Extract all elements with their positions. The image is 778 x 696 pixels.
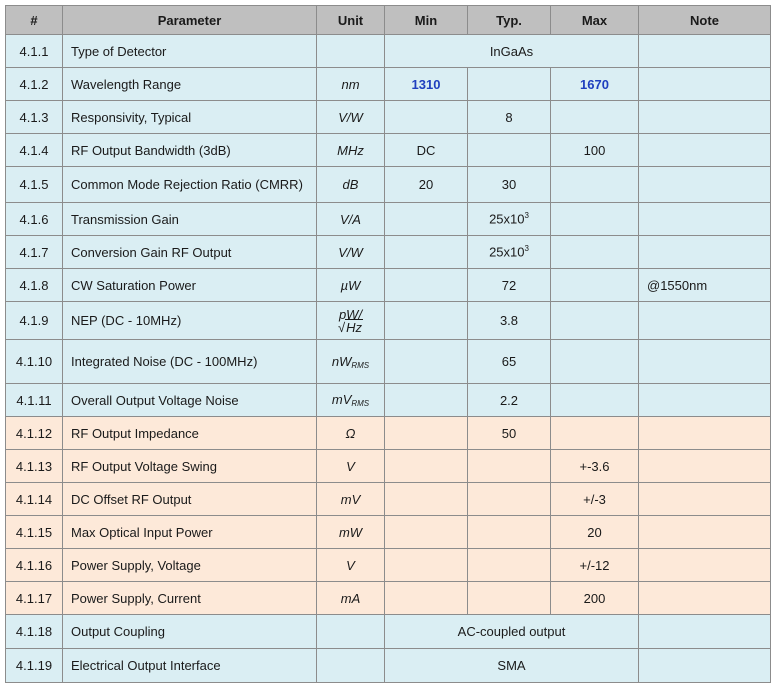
unit-pw-per-sqrt-hz xyxy=(338,308,363,334)
row-num: 4.1.5 xyxy=(6,167,63,203)
unit-pw: pW/ xyxy=(338,307,363,322)
row-param: Power Supply, Current xyxy=(63,582,317,615)
row-unit xyxy=(317,302,385,340)
spec-table xyxy=(5,5,771,683)
unit-nw: nW xyxy=(331,353,352,369)
row-unit: V/W xyxy=(317,236,385,269)
row-param: Electrical Output Interface xyxy=(63,649,317,683)
row-typ: 72 xyxy=(468,269,551,302)
row-param: Wavelength Range xyxy=(63,68,317,101)
row-max: 20 xyxy=(551,516,639,549)
row-num: 4.1.12 xyxy=(6,417,63,450)
row-span-value: SMA xyxy=(385,649,639,683)
row-max xyxy=(551,302,639,340)
row-note xyxy=(639,384,771,417)
table-row xyxy=(6,516,771,549)
row-unit xyxy=(317,340,385,384)
row-min xyxy=(385,101,468,134)
row-unit: mW xyxy=(317,516,385,549)
row-num: 4.1.15 xyxy=(6,516,63,549)
row-typ-exponent: 3 xyxy=(524,244,529,254)
row-max xyxy=(551,269,639,302)
row-max: 1670 xyxy=(551,68,639,101)
row-note xyxy=(639,134,771,167)
header-unit: Unit xyxy=(317,6,385,35)
row-num: 4.1.3 xyxy=(6,101,63,134)
row-note xyxy=(639,236,771,269)
header-row xyxy=(6,6,771,35)
row-typ-exponent: 3 xyxy=(524,211,529,221)
row-num: 4.1.1 xyxy=(6,35,63,68)
row-typ xyxy=(468,68,551,101)
row-min xyxy=(385,269,468,302)
sqrt-hz xyxy=(338,321,363,334)
row-typ-mantissa: 25x10 xyxy=(489,244,525,260)
row-max: 100 xyxy=(551,134,639,167)
row-min xyxy=(385,340,468,384)
row-num: 4.1.4 xyxy=(6,134,63,167)
row-note xyxy=(639,68,771,101)
row-min xyxy=(385,417,468,450)
row-typ: 3.8 xyxy=(468,302,551,340)
row-max: 200 xyxy=(551,582,639,615)
unit-mv: mV xyxy=(331,392,352,407)
table-row xyxy=(6,134,771,167)
row-note xyxy=(639,35,771,68)
row-typ xyxy=(468,549,551,582)
row-num: 4.1.14 xyxy=(6,483,63,516)
row-param: Integrated Noise (DC - 100MHz) xyxy=(63,340,317,384)
row-max xyxy=(551,203,639,236)
row-typ xyxy=(468,203,551,236)
row-unit: nm xyxy=(317,68,385,101)
unit-rms: RMS xyxy=(351,360,370,370)
row-min xyxy=(385,582,468,615)
row-param: NEP (DC - 10MHz) xyxy=(63,302,317,340)
row-note xyxy=(639,516,771,549)
row-min xyxy=(385,450,468,483)
header-note: Note xyxy=(639,6,771,35)
row-max: +/-12 xyxy=(551,549,639,582)
row-typ: 8 xyxy=(468,101,551,134)
row-note xyxy=(639,450,771,483)
table-row xyxy=(6,615,771,649)
table-row xyxy=(6,417,771,450)
header-min: Min xyxy=(385,6,468,35)
row-unit: µW xyxy=(317,269,385,302)
table-row xyxy=(6,35,771,68)
table-row xyxy=(6,483,771,516)
row-min xyxy=(385,236,468,269)
table-row xyxy=(6,203,771,236)
row-unit xyxy=(317,615,385,649)
row-max: +-3.6 xyxy=(551,450,639,483)
row-param: RF Output Bandwidth (3dB) xyxy=(63,134,317,167)
row-unit: V xyxy=(317,450,385,483)
row-num: 4.1.6 xyxy=(6,203,63,236)
row-max xyxy=(551,384,639,417)
row-num: 4.1.13 xyxy=(6,450,63,483)
row-param: Common Mode Rejection Ratio (CMRR) xyxy=(63,167,317,203)
row-unit: mV xyxy=(317,483,385,516)
row-num: 4.1.7 xyxy=(6,236,63,269)
row-unit: mA xyxy=(317,582,385,615)
table-row xyxy=(6,450,771,483)
row-unit xyxy=(317,649,385,683)
row-num: 4.1.10 xyxy=(6,340,63,384)
row-note xyxy=(639,340,771,384)
row-param: RF Output Voltage Swing xyxy=(63,450,317,483)
row-note xyxy=(639,417,771,450)
row-min xyxy=(385,302,468,340)
table-row xyxy=(6,101,771,134)
row-min xyxy=(385,516,468,549)
row-typ xyxy=(468,582,551,615)
row-unit: Ω xyxy=(317,417,385,450)
row-min xyxy=(385,549,468,582)
row-note xyxy=(639,203,771,236)
header-parameter: Parameter xyxy=(63,6,317,35)
row-typ: 2.2 xyxy=(468,384,551,417)
row-num: 4.1.11 xyxy=(6,384,63,417)
radical-sign: √ xyxy=(337,320,346,335)
row-param: DC Offset RF Output xyxy=(63,483,317,516)
row-unit: dB xyxy=(317,167,385,203)
row-note xyxy=(639,483,771,516)
row-typ xyxy=(468,450,551,483)
table-row xyxy=(6,236,771,269)
header-typ: Typ. xyxy=(468,6,551,35)
table-row xyxy=(6,167,771,203)
row-max xyxy=(551,417,639,450)
row-num: 4.1.2 xyxy=(6,68,63,101)
row-unit xyxy=(317,384,385,417)
row-unit: V xyxy=(317,549,385,582)
header-num: # xyxy=(6,6,63,35)
row-param: Conversion Gain RF Output xyxy=(63,236,317,269)
row-num: 4.1.9 xyxy=(6,302,63,340)
table-row xyxy=(6,582,771,615)
row-typ xyxy=(468,483,551,516)
table-row xyxy=(6,269,771,302)
row-param: Transmission Gain xyxy=(63,203,317,236)
row-note xyxy=(639,549,771,582)
row-note xyxy=(639,167,771,203)
table-row xyxy=(6,340,771,384)
table-row xyxy=(6,384,771,417)
row-unit: V/A xyxy=(317,203,385,236)
row-note xyxy=(639,615,771,649)
row-note: @1550nm xyxy=(639,269,771,302)
row-note xyxy=(639,101,771,134)
row-num: 4.1.19 xyxy=(6,649,63,683)
row-min: DC xyxy=(385,134,468,167)
row-typ: 30 xyxy=(468,167,551,203)
row-typ xyxy=(468,134,551,167)
row-min: 1310 xyxy=(385,68,468,101)
row-max xyxy=(551,167,639,203)
row-typ-mantissa: 25x10 xyxy=(489,211,525,227)
row-param: Power Supply, Voltage xyxy=(63,549,317,582)
row-note xyxy=(639,302,771,340)
row-typ xyxy=(468,516,551,549)
row-param: RF Output Impedance xyxy=(63,417,317,450)
row-min xyxy=(385,483,468,516)
row-span-value: AC-coupled output xyxy=(385,615,639,649)
row-param: Max Optical Input Power xyxy=(63,516,317,549)
table-row xyxy=(6,649,771,683)
row-min xyxy=(385,384,468,417)
row-span-value: InGaAs xyxy=(385,35,639,68)
row-note xyxy=(639,582,771,615)
unit-hz: Hz xyxy=(346,320,363,335)
unit-rms: RMS xyxy=(351,399,370,408)
row-max: +/-3 xyxy=(551,483,639,516)
row-typ: 50 xyxy=(468,417,551,450)
row-max xyxy=(551,101,639,134)
row-min xyxy=(385,203,468,236)
row-num: 4.1.8 xyxy=(6,269,63,302)
row-param: CW Saturation Power xyxy=(63,269,317,302)
row-num: 4.1.18 xyxy=(6,615,63,649)
row-num: 4.1.16 xyxy=(6,549,63,582)
row-param: Responsivity, Typical xyxy=(63,101,317,134)
row-unit: MHz xyxy=(317,134,385,167)
row-min: 20 xyxy=(385,167,468,203)
row-param: Type of Detector xyxy=(63,35,317,68)
row-param: Output Coupling xyxy=(63,615,317,649)
table-row xyxy=(6,549,771,582)
row-typ xyxy=(468,236,551,269)
row-typ: 65 xyxy=(468,340,551,384)
row-note xyxy=(639,649,771,683)
table-row xyxy=(6,68,771,101)
row-param: Overall Output Voltage Noise xyxy=(63,384,317,417)
row-max xyxy=(551,340,639,384)
table-row xyxy=(6,302,771,340)
row-max xyxy=(551,236,639,269)
header-max: Max xyxy=(551,6,639,35)
row-unit: V/W xyxy=(317,101,385,134)
row-num: 4.1.17 xyxy=(6,582,63,615)
row-unit xyxy=(317,35,385,68)
